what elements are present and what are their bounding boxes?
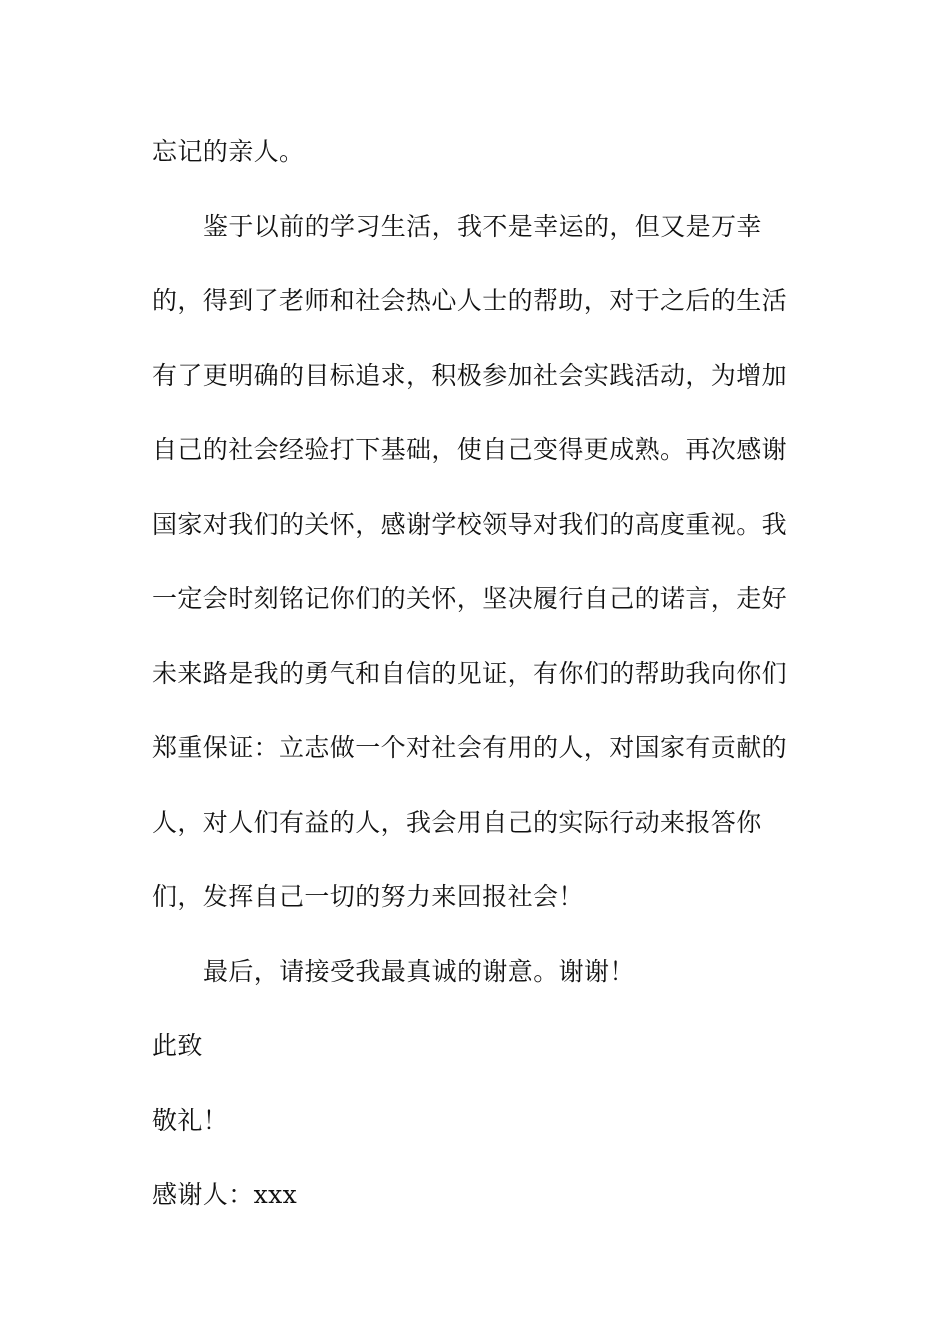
closing-regards: 敬礼！ [152, 1106, 229, 1135]
text-line: 郑重保证：立志做一个对社会有用的人，对国家有贡献的 [152, 733, 788, 762]
signature-line: 感谢人：xxx [152, 1180, 298, 1209]
text-line: 有了更明确的目标追求，积极参加社会实践活动，为增加 [152, 361, 788, 390]
text-line: 未来路是我的勇气和自信的见证，有你们的帮助我向你们 [152, 659, 788, 688]
paragraph-start-line: 鉴于以前的学习生活，我不是幸运的，但又是万幸 [203, 212, 762, 241]
closing-salutation: 此致 [152, 1031, 203, 1060]
text-line: 国家对我们的关怀，感谢学校领导对我们的高度重视。我 [152, 510, 788, 539]
paragraph-start-line: 最后，请接受我最真诚的谢意。谢谢！ [203, 957, 635, 986]
text-line: 一定会时刻铭记你们的关怀，坚决履行自己的诺言，走好 [152, 584, 788, 613]
text-line: 们，发挥自己一切的努力来回报社会！ [152, 882, 584, 911]
text-line: 人，对人们有益的人，我会用自己的实际行动来报答你 [152, 808, 762, 837]
text-line: 忘记的亲人。 [152, 137, 305, 166]
text-line: 自己的社会经验打下基础，使自己变得更成熟。再次感谢 [152, 435, 788, 464]
text-line: 的，得到了老师和社会热心人士的帮助，对于之后的生活 [152, 286, 788, 315]
